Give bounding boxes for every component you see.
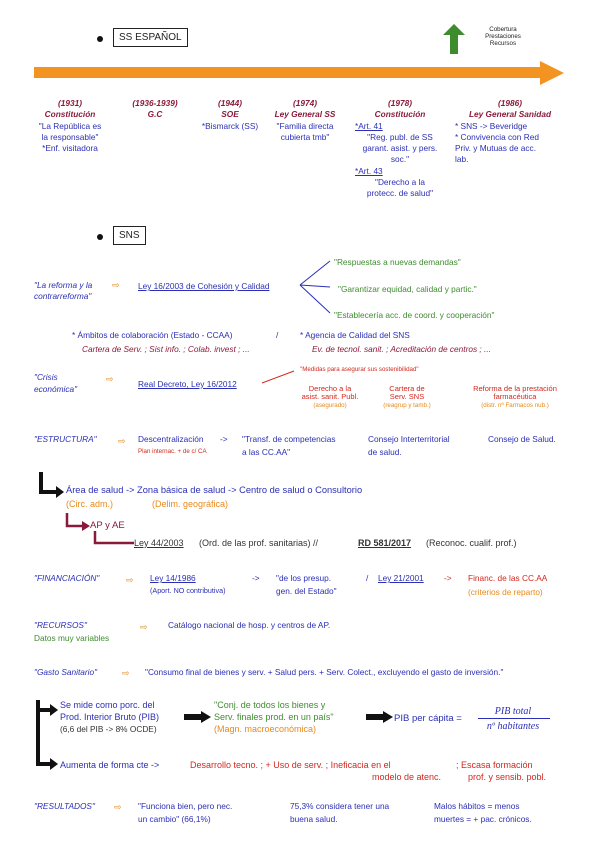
arrow-icon: ⇨: [140, 622, 148, 632]
presup: "de los presup.: [276, 573, 332, 583]
branch-text: "Garantizar equidad, calidad y partic.": [338, 284, 477, 294]
pib-label: PIB per cápita =: [394, 713, 462, 724]
legend-line: Cobertura: [489, 26, 517, 33]
event-line: garant. asist. y pers.: [362, 143, 438, 153]
mide: Prod. Interior Bruto (PIB): [60, 712, 160, 722]
aumenta: Aumenta de forma cte ->: [60, 760, 160, 770]
descentralizacion: Descentralización: [138, 434, 204, 444]
event-title: Constitución: [44, 109, 96, 119]
crisis-item: farmacéutica: [493, 392, 537, 401]
crisis-item-sub: (reagrup y tamb.): [383, 402, 431, 409]
conj: "Conj. de todos los bienes y: [214, 700, 326, 710]
law-link[interactable]: Ley 21/2001: [378, 573, 424, 583]
event-line: soc.": [390, 154, 410, 164]
up-arrow-icon: [443, 24, 465, 54]
hook-arrow-icon: [64, 512, 92, 532]
financ-ccaa: Financ. de las CC.AA: [468, 573, 548, 583]
bullet: [97, 234, 103, 240]
recursos-sub: Datos muy variables: [34, 633, 110, 643]
event-title: Ley General Sanidad: [468, 109, 552, 119]
reforma-label: "La reforma y la: [34, 280, 93, 290]
slash: /: [276, 330, 279, 340]
catalogo: Catálogo nacional de hosp. y centros de AP.: [168, 620, 331, 630]
law-link[interactable]: Ley 14/1986: [150, 573, 196, 583]
causes: modelo de atenc.: [372, 772, 442, 782]
hook-line: [92, 530, 136, 548]
event-line: *Bismarck (SS): [201, 121, 259, 131]
malos: Malos hábitos = menos: [434, 801, 520, 811]
arrow-text: ->: [252, 573, 260, 583]
legend-line: Recursos: [489, 40, 517, 47]
consider: buena salud.: [290, 814, 338, 824]
consejo-salud: Consejo de Salud.: [488, 434, 556, 444]
event-line: cubierta tmb": [280, 132, 330, 142]
consejo-inter: de salud.: [368, 447, 402, 457]
year: (1986): [498, 98, 522, 108]
branch-text: "Respuestas a nuevas demandas": [334, 257, 461, 267]
year: (1944): [218, 98, 242, 108]
gasto-label: "Gasto Sanitario": [34, 667, 98, 677]
event-line: "La República es: [38, 121, 102, 131]
event-line: la responsable": [41, 132, 99, 142]
arrow-icon: ⇨: [126, 575, 134, 585]
crisis-item: Derecho a la: [308, 384, 352, 393]
transf: "Transf. de competencias: [242, 434, 336, 444]
rd-desc: (Reconoc. cualif. prof.): [426, 538, 517, 548]
funciona: "Funciona bien, pero nec.: [138, 801, 233, 811]
ap-ae: AP y AE: [90, 520, 125, 531]
conj: Serv. finales prod. en un país": [214, 712, 334, 722]
event-line: "Reg. publ. de SS: [367, 132, 433, 142]
event-line: Priv. y Mutuas de acc.: [455, 143, 536, 153]
arrow-icon: ⇨: [122, 668, 130, 678]
event-line: * SNS -> Beveridge: [455, 121, 528, 131]
resultados-label: "RESULTADOS": [34, 801, 95, 811]
event-title: SOE: [221, 109, 239, 119]
arrow-icon: ⇨: [118, 436, 126, 446]
mide: Se mide como porc. del: [60, 700, 155, 710]
crisis-label: económica": [34, 384, 78, 394]
arrow-icon: [184, 711, 212, 723]
timeline-arrow: [34, 61, 566, 85]
crisis-item: Serv. SNS: [389, 392, 425, 401]
causes: prof. y sensib. pobl.: [468, 772, 547, 782]
consider: 75,3% considera tener una: [290, 801, 390, 811]
cartera: Cartera de Serv. ; Sist info. ; Colab. invest ; ...: [82, 344, 250, 354]
year: (1936-1939): [132, 98, 178, 108]
recursos-label: "RECURSOS": [34, 620, 87, 630]
hook-arrow-icon: [36, 470, 66, 500]
event-line: "Familia directa: [276, 121, 334, 131]
area-chain: Área de salud -> Zona básica de salud -> Centro de salud o Consultorio: [66, 485, 363, 495]
law-link[interactable]: Real Decreto, Ley 16/2012: [138, 379, 237, 389]
ambitos: * Ámbitos de colaboración (Estado - CCAA): [72, 330, 233, 340]
arrow-icon: ⇨: [106, 374, 114, 384]
event-line: * Convivencia con Red: [455, 132, 539, 142]
crisis-item: Reforma de la prestación: [473, 384, 557, 393]
event-title: Constitución: [374, 109, 426, 119]
year: (1978): [388, 98, 412, 108]
ev-tecnol: Ev. de tecnol. sanit. ; Acreditación de centros ; ...: [312, 344, 491, 354]
branch-text: "Establecería acc. de coord. y cooperación": [334, 310, 495, 320]
estructura-label: "ESTRUCTURA": [34, 434, 97, 444]
slash: /: [366, 573, 369, 583]
causes: Desarrollo tecno. ; + Uso de serv. ; Ineficacia en el: [190, 760, 391, 770]
bullet: [97, 36, 103, 42]
crisis-label: "Crisis: [34, 372, 58, 382]
event-line: "Derecho a la: [375, 177, 425, 187]
article-link[interactable]: *Art. 43: [355, 166, 383, 176]
gasto-text: "Consumo final de bienes y serv. + Salud pers. + Serv. Colect., excluyendo el gasto de inversión.": [145, 667, 504, 677]
crisis-item-sub: (distr. nº Farmacos nub.): [481, 402, 549, 409]
arrow-icon: [366, 711, 394, 723]
funciona: un cambio" (66,1%): [138, 814, 211, 824]
crisis-item: asist. sanit. Publ.: [301, 392, 359, 401]
crisis-item: Cartera de: [389, 384, 425, 393]
causes: ; Escasa formación: [456, 760, 533, 770]
plan: Plan internac. + de c/ CA: [138, 448, 207, 455]
ley44-desc: (Ord. de las prof. sanitarias) //: [199, 538, 319, 548]
magn: (Magn. macroeconómica): [214, 724, 317, 734]
malos: muertes = + pac. crónicos.: [434, 814, 532, 824]
event-line: lab.: [455, 154, 469, 164]
financiacion-label: "FINANCIACIÓN": [34, 573, 100, 583]
reforma-label: contrarreforma": [34, 291, 92, 301]
pib-num: PIB total: [494, 706, 532, 717]
legend-line: Prestaciones: [485, 33, 521, 40]
year: (1974): [293, 98, 317, 108]
law-link[interactable]: Ley 16/2003 de Cohesión y Calidad: [138, 281, 270, 291]
arrow-text: ->: [220, 434, 228, 444]
arrow-text: ->: [444, 573, 452, 583]
event-line: *Enf. visitadora: [42, 143, 98, 153]
arrow-icon: ⇨: [112, 280, 120, 290]
article-link[interactable]: *Art. 41: [355, 121, 383, 131]
law-link[interactable]: RD 581/2017: [358, 538, 412, 548]
mide-sub: (6,6 del PIB -> 8% OCDE): [60, 724, 157, 734]
bracket-arrow-icon: [30, 698, 60, 772]
crisis-item-sub: (asegurado): [313, 402, 347, 409]
agencia: * Agencia de Calidad del SNS: [300, 330, 410, 340]
section-title-sns: SNS: [113, 226, 146, 245]
presup: gen. del Estado": [276, 586, 337, 596]
law-link[interactable]: Ley 44/2003: [134, 538, 184, 548]
event-title: G.C: [147, 109, 163, 119]
delim: (Delim. geográfica): [152, 499, 229, 509]
fraction-line: [478, 718, 550, 719]
pib-den: nº habitantes: [486, 721, 540, 732]
consejo-inter: Consejo Interterritorial: [368, 434, 450, 444]
aport: (Aport. NO contributiva): [150, 586, 226, 595]
arrow-icon: ⇨: [114, 802, 122, 812]
event-title: Ley General SS: [274, 109, 336, 119]
medidas: "Medidas para asegurar sus sostenibilidad": [300, 366, 419, 373]
circ: (Circ. adm.): [66, 499, 113, 509]
year: (1931): [58, 98, 82, 108]
transf: a las CC.AA": [242, 447, 291, 457]
branch-lines: [298, 258, 334, 318]
section-title-ss: SS ESPAÑOL: [113, 28, 188, 47]
criterios: (criterios de reparto): [468, 587, 543, 597]
event-line: protecc. de salud": [366, 188, 434, 198]
